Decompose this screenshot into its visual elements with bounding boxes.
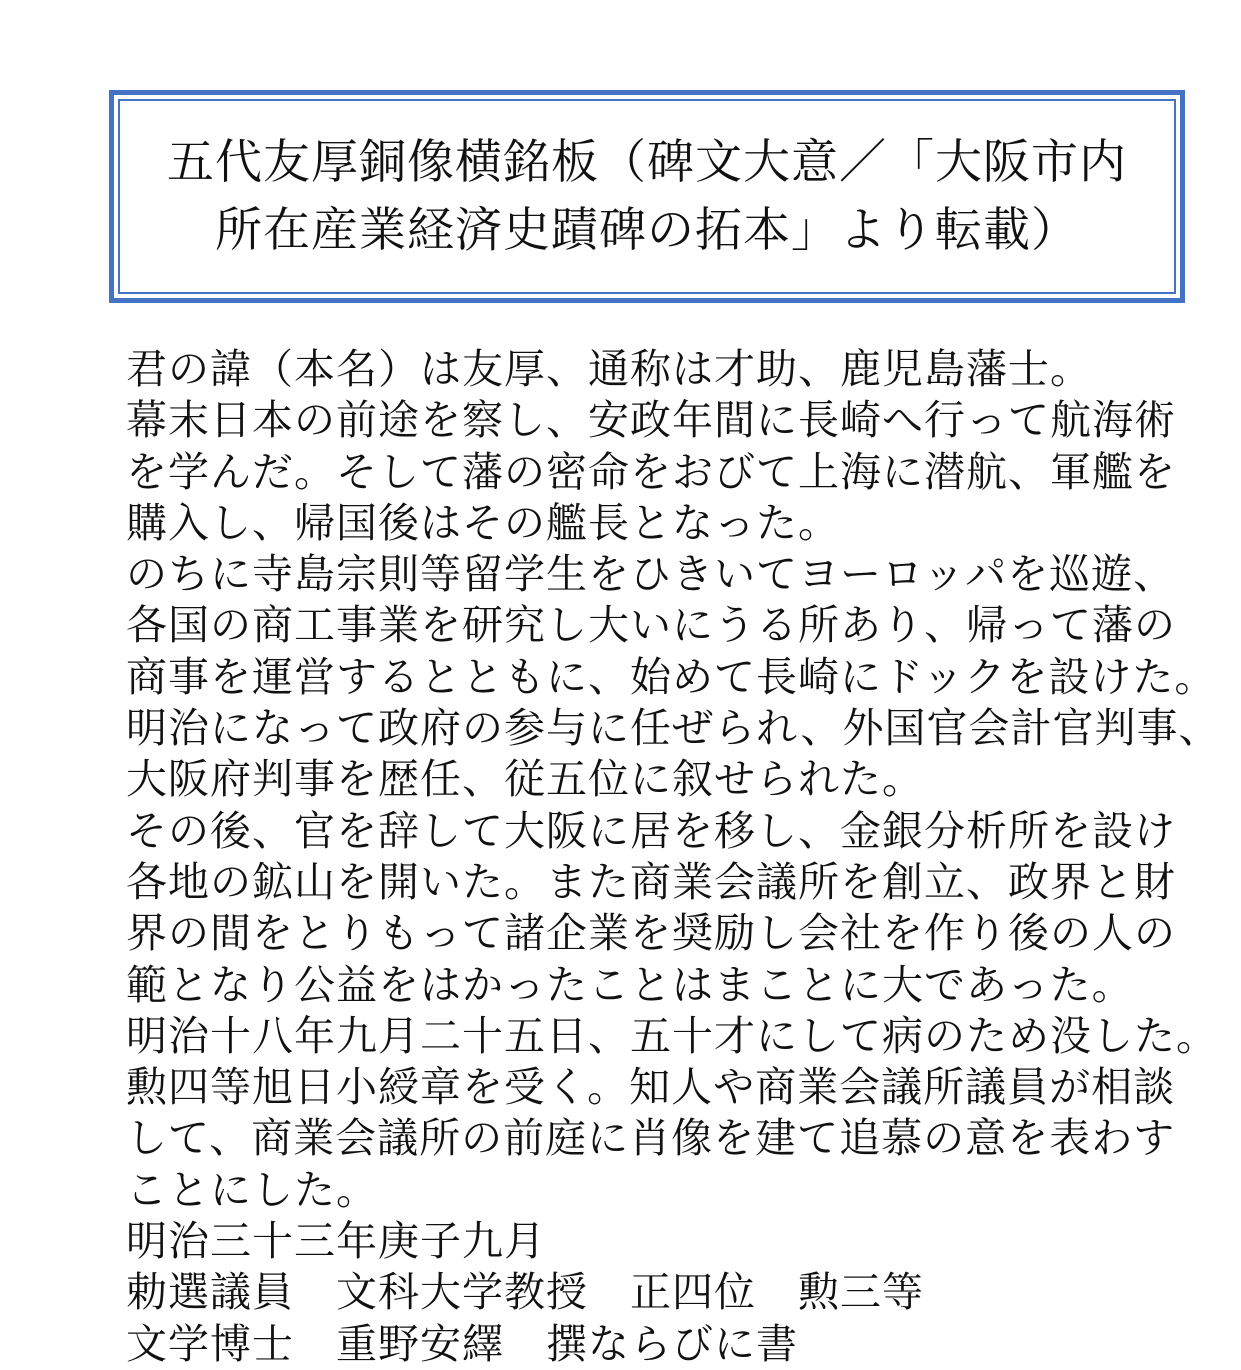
text-line: 勲四等旭日小綬章を受く。知人や商業会議所議員が相談	[126, 1063, 1176, 1112]
text-line: 範となり公益をはかったことはまことに大であった。	[126, 960, 1134, 1009]
text-line: その後、官を辞して大阪に居を移し、金銀分析所を設け	[126, 806, 1176, 855]
text-line: 商事を運営するとともに、始めて長崎にドックを設けた。	[126, 652, 1217, 701]
author-name-line: 文学博士 重野安繹 撰ならびに書	[126, 1319, 798, 1368]
title-line-2: 所在産業経済史蹟碑の拓本」より転載）	[215, 202, 1079, 258]
text-line: ことにした。	[126, 1165, 378, 1214]
title-box	[109, 90, 1185, 303]
text-line: のちに寺島宗則等留学生をひきいてヨーロッパを巡遊、	[126, 550, 1176, 599]
date-line: 明治三十三年庚子九月	[126, 1217, 546, 1266]
text-line: 君の諱（本名）は友厚、通称は才助、鹿児島藩士。	[126, 345, 1092, 393]
text-line: して、商業会議所の前庭に肖像を建て追慕の意を表わす	[126, 1114, 1176, 1163]
text-line: を学んだ。そして藩の密命をおびて上海に潜航、軍艦を	[126, 447, 1176, 496]
text-line: 界の間をとりもって諸企業を奨励し会社を作り後の人の	[126, 909, 1176, 958]
text-line: 大阪府判事を歴任、従五位に叙せられた。	[126, 755, 924, 804]
inscription-text	[126, 344, 1220, 1370]
text-line: 明治十八年九月二十五日、五十才にして病のため没した。	[126, 1011, 1218, 1060]
text-line: 幕末日本の前途を察し、安政年間に長崎へ行って航海術	[126, 396, 1176, 445]
author-title-line: 勅選議員 文科大学教授 正四位 勲三等	[126, 1268, 924, 1317]
text-line: 各地の鉱山を開いた。また商業会議所を創立、政界と財	[126, 857, 1176, 906]
page-title	[167, 129, 1127, 265]
title-line-1: 五代友厚銅像横銘板（碑文大意／「大阪市内	[167, 134, 1127, 190]
text-line: 明治になって政府の参与に任ぜられ、外国官会計官判事、	[126, 704, 1221, 753]
text-line: 購入し、帰国後はその艦長となった。	[126, 498, 840, 547]
text-line: 各国の商工事業を研究し大いにうる所あり、帰って藩の	[126, 601, 1176, 650]
